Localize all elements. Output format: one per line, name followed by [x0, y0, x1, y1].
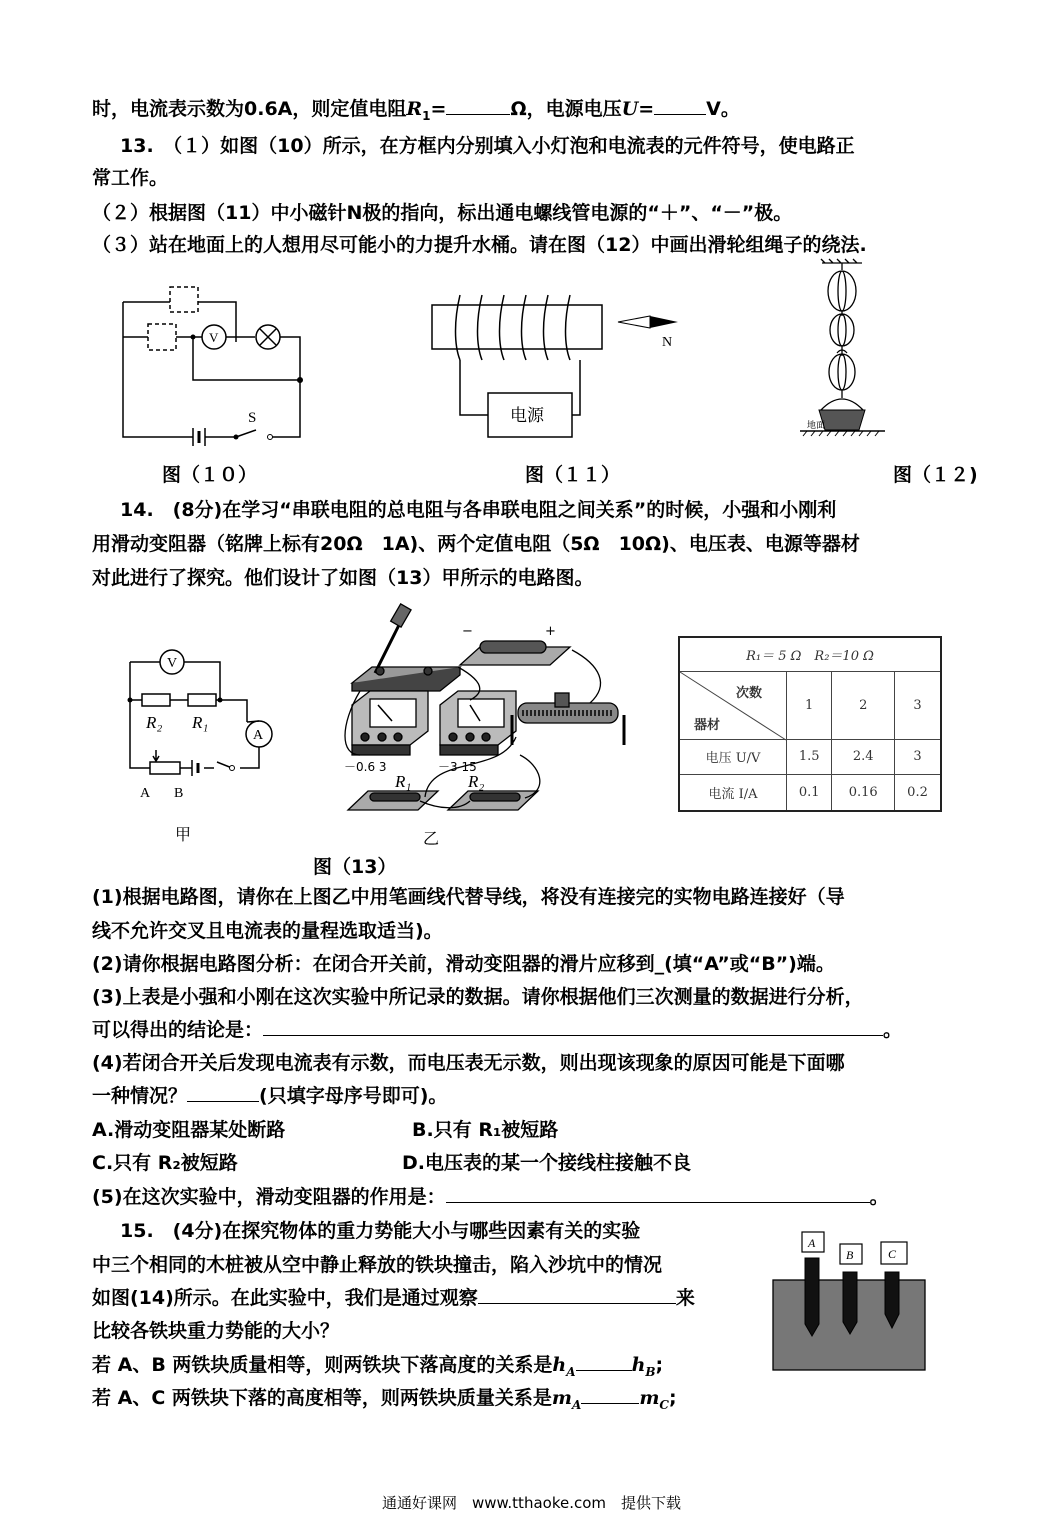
rheostat-icon	[150, 762, 180, 774]
symbol-h: h	[552, 1354, 567, 1376]
battery-minus: −	[462, 624, 473, 639]
cell: 0.2	[895, 775, 941, 811]
q14-p3-line2	[92, 1017, 902, 1043]
q14-p4-line2	[92, 1083, 447, 1109]
cell: 0.1	[787, 775, 832, 811]
block-a-label: A	[808, 1236, 816, 1250]
text: 若 A、C 两铁块下落的高度相等，则两铁块质量关系是	[92, 1387, 552, 1409]
text: ;	[655, 1354, 664, 1376]
block-c-label: C	[888, 1247, 897, 1261]
page-footer: 通通好课网 www.tthaoke.com 提供下载	[381, 1494, 682, 1512]
subscript: B	[645, 1364, 656, 1379]
block-b-label: B	[846, 1248, 854, 1262]
answer-blank-observe[interactable]	[478, 1285, 676, 1304]
text: ;	[668, 1387, 677, 1409]
caption-fig13: 图（13）	[313, 856, 397, 878]
empty-box-top[interactable]	[170, 287, 198, 312]
fixed-pulley-icon	[828, 271, 856, 311]
table-row	[679, 739, 941, 775]
q14-intro-3: 对此进行了探究。他们设计了如图（13）甲所示的电路图。	[92, 567, 594, 589]
figure-14-sand-pit	[773, 1232, 933, 1372]
text: Ω，电源电压	[510, 98, 622, 120]
q15-line5	[92, 1352, 663, 1385]
answer-blank-u[interactable]	[654, 96, 706, 115]
voltmeter-scale: －3 15	[438, 760, 477, 774]
stake-a-icon	[805, 1258, 819, 1336]
answer-blank-mass[interactable]	[581, 1385, 639, 1404]
q14-p5	[92, 1184, 889, 1210]
power-label: 电源	[510, 406, 544, 426]
table-diag-cell	[679, 671, 787, 739]
label-a: A	[253, 728, 264, 743]
text: 。	[869, 1186, 889, 1208]
ammeter-scale: －0.6 3	[344, 760, 387, 774]
answer-blank-option[interactable]	[187, 1083, 259, 1102]
figure-11-solenoid	[430, 290, 710, 440]
label-r1: R₁	[192, 713, 209, 732]
answer-blank-height[interactable]	[576, 1352, 632, 1371]
cell: 0.16	[832, 775, 895, 811]
text: =	[430, 98, 447, 120]
label-end-b: B	[174, 786, 184, 801]
subscript: C	[659, 1397, 669, 1412]
text: 若 A、B 两铁块质量相等，则两铁块下落高度的关系是	[92, 1354, 553, 1376]
q14-p1-line2: 线不允许交叉且电流表的量程选取适当)。	[92, 920, 443, 942]
row-label: 电压 U/V	[679, 739, 787, 775]
q15-line1: 15. (4分)在探究物体的重力势能大小与哪些因素有关的实验	[120, 1220, 641, 1242]
needle-n-label: N	[662, 335, 673, 350]
battery-plus: +	[545, 624, 556, 639]
q13-part3: （３）站在地面上的人想用尽可能小的力提升水桶。请在图（12）中画出滑轮组绳子的绕法.	[92, 234, 867, 256]
q13-part1-line2: 常工作。	[92, 167, 169, 189]
text: =	[638, 98, 655, 120]
stake-b-icon	[843, 1272, 857, 1334]
figure-13-circuit-jia	[122, 650, 282, 810]
battery-icon	[480, 641, 546, 653]
symbol-u: U	[621, 98, 639, 120]
q12-tail-line	[92, 96, 740, 129]
symbol-r: R	[406, 98, 423, 120]
option-b: B.只有 R₁被短路	[412, 1119, 559, 1141]
q14-intro-1: 14. (8分)在学习“串联电阻的总电阻与各串联电阻之间关系”的时候，小强和小刚利	[120, 499, 837, 521]
text: (只填字母序号即可)。	[259, 1085, 448, 1107]
caption-fig12: 图（１２)	[893, 464, 978, 486]
col-header: 3	[895, 671, 941, 739]
diag-bottom: 器材	[694, 717, 721, 733]
symbol-m: m	[639, 1387, 660, 1409]
label-r2: R₂	[146, 713, 163, 732]
option-d: D.电压表的某一个接线柱接触不良	[402, 1152, 691, 1174]
symbol-m: m	[551, 1387, 572, 1409]
q15-line4: 比较各铁块重力势能的大小？	[92, 1320, 340, 1342]
col-header: 1	[787, 671, 832, 739]
q13-part1-line1: 13. （１）如图（10）所示，在方框内分别填入小灯泡和电流表的元件符号，使电路正	[120, 135, 855, 157]
cell: 2.4	[832, 739, 895, 775]
answer-blank-conclusion[interactable]	[263, 1017, 883, 1036]
figure-13-apparatus-yi	[340, 605, 640, 815]
col-header: 2	[832, 671, 895, 739]
answer-blank-r1[interactable]	[446, 96, 510, 115]
q15-line2: 中三个相同的木桩被从空中静止释放的铁块撞击，陷入沙坑中的情况	[92, 1254, 663, 1276]
answer-blank-rheostat-role[interactable]	[446, 1184, 870, 1203]
subscript: A	[566, 1364, 576, 1379]
text: 可以得出的结论是：	[92, 1019, 264, 1041]
needle-north-icon	[650, 316, 678, 328]
bucket-icon	[819, 410, 865, 430]
q14-p4-line1: (4)若闭合开关后发现电流表有示数，而电压表无示数，则出现该现象的原因可能是下面哪	[92, 1052, 845, 1074]
empty-box-left[interactable]	[148, 324, 176, 350]
diag-top: 次数	[736, 685, 763, 701]
option-a: A.滑动变阻器某处断路	[92, 1119, 286, 1141]
text: 时，电流表示数为0.6A，则定值电阻	[92, 98, 407, 120]
needle-south-icon	[618, 316, 650, 328]
subscript: 1	[422, 108, 431, 123]
caption-jia: 甲	[175, 825, 192, 844]
subscript: A	[572, 1397, 582, 1412]
q14-intro-2: 用滑动变阻器（铭牌上标有20Ω 1A)、两个定值电阻（5Ω 10Ω)、电压表、电源等器材	[92, 533, 860, 555]
row-label: 电流 I/A	[679, 775, 787, 811]
cell: 1.5	[787, 739, 832, 775]
resistor-r2	[142, 694, 170, 706]
text: 。	[883, 1019, 903, 1041]
option-c: C.只有 R₂被短路	[92, 1152, 238, 1174]
symbol-h: h	[631, 1354, 646, 1376]
voltmeter-label: V	[209, 330, 219, 345]
text: 一种情况？	[92, 1085, 188, 1107]
switch-label: S	[248, 410, 257, 426]
table-header: R₁＝ 5 Ω R₂＝10 Ω	[679, 637, 941, 671]
label-end-a: A	[140, 786, 151, 801]
figure-10-circuit	[118, 282, 318, 452]
data-table	[678, 636, 942, 812]
caption-yi: 乙	[423, 829, 440, 848]
q15-line6	[92, 1385, 677, 1418]
q14-p3-line1: (3)上表是小强和小刚在这次实验中所记录的数据。请你根据他们三次测量的数据进行分析，	[92, 986, 864, 1008]
q13-part2: （２）根据图（11）中小磁针N极的指向，标出通电螺线管电源的“＋”、“－”极。	[92, 202, 793, 224]
table-row	[679, 775, 941, 811]
bucket-handle	[821, 399, 863, 410]
q15-line3	[92, 1285, 695, 1311]
caption-fig10: 图（１０）	[162, 464, 258, 486]
q14-p1-line1: (1)根据电路图，请你在上图乙中用笔画线代替导线，将没有连接完的实物电路连接好（导	[92, 886, 845, 908]
q14-p2: (2)请你根据电路图分析：在闭合开关前，滑动变阻器的滑片应移到_(填“A”或“B”)端。	[92, 953, 835, 975]
ground-label: 地面	[807, 421, 826, 431]
cell: 3	[895, 739, 941, 775]
resistor-r1	[188, 694, 216, 706]
text: 来	[675, 1287, 695, 1309]
text: V。	[706, 98, 740, 120]
caption-fig11: 图（１１）	[525, 464, 621, 486]
text: (5)在这次实验中，滑动变阻器的作用是：	[92, 1186, 446, 1208]
label-v: V	[167, 656, 178, 671]
label-r1: R₁	[395, 772, 412, 791]
movable-pulley-icon	[829, 354, 855, 390]
text: 如图(14)所示。在此实验中，我们是通过观察	[92, 1287, 478, 1309]
label-r2: R₂	[468, 772, 485, 791]
figure-12-pulley	[795, 258, 905, 443]
